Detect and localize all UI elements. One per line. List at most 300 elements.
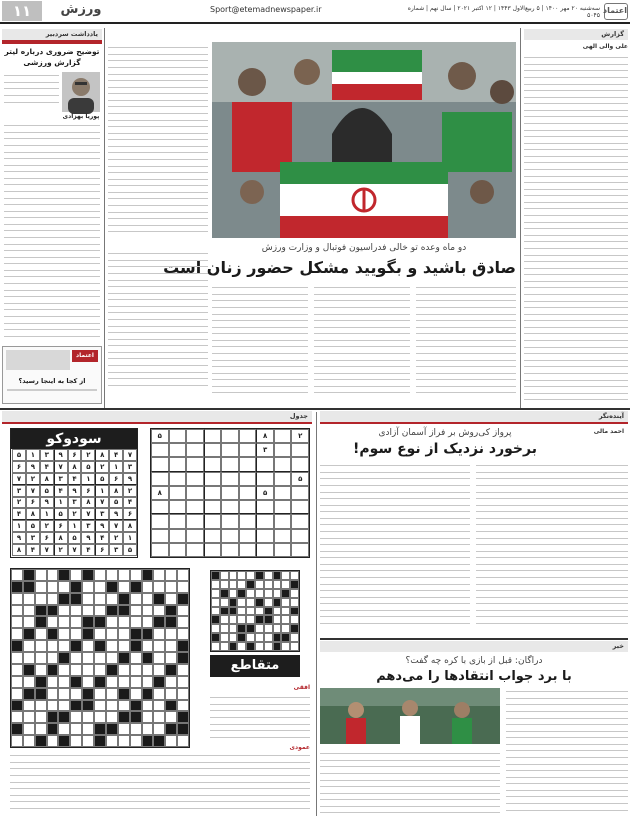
crossword-cell[interactable] [290, 615, 299, 624]
crossword-cell[interactable] [165, 652, 177, 664]
crossword-cell[interactable] [58, 628, 70, 640]
crossword-cell[interactable] [47, 593, 59, 605]
crossword-cell[interactable] [35, 581, 47, 593]
crossword-cell[interactable] [94, 700, 106, 712]
crossword-cell[interactable] [177, 676, 189, 688]
sudoku-cell[interactable] [221, 500, 239, 514]
sudoku-cell[interactable] [291, 500, 309, 514]
sudoku-cell[interactable]: ۱ [40, 508, 54, 520]
sudoku-cell[interactable]: ۲ [12, 497, 26, 509]
sudoku-cell[interactable] [186, 486, 204, 500]
sudoku-cell[interactable] [239, 529, 257, 543]
crossword-cell[interactable] [246, 589, 255, 598]
sudoku-cell[interactable]: ۵ [40, 485, 54, 497]
crossword-cell[interactable] [153, 581, 165, 593]
crossword-cell[interactable] [70, 723, 82, 735]
crossword-cell[interactable] [153, 605, 165, 617]
sudoku-cell[interactable]: ۲ [26, 473, 40, 485]
crossword-cell[interactable] [23, 711, 35, 723]
crossword-cell[interactable] [211, 642, 220, 651]
crossword-cell[interactable] [58, 640, 70, 652]
sudoku-cell[interactable] [169, 429, 187, 443]
crossword-cell[interactable] [11, 569, 23, 581]
crossword-cell[interactable] [142, 711, 154, 723]
sudoku-cell[interactable] [274, 543, 292, 557]
crossword-cell[interactable] [237, 571, 246, 580]
crossword-cell[interactable] [255, 580, 264, 589]
sudoku-cell[interactable] [204, 472, 222, 486]
sudoku-cell[interactable]: ۸ [109, 485, 123, 497]
crossword-cell[interactable] [237, 580, 246, 589]
crossword-cell[interactable] [177, 700, 189, 712]
crossword-cell[interactable] [47, 735, 59, 747]
sudoku-cell[interactable] [291, 514, 309, 528]
crossword-cell[interactable] [264, 589, 273, 598]
sudoku-cell[interactable]: ۹ [123, 473, 137, 485]
crossword-cell[interactable] [47, 569, 59, 581]
crossword-cell[interactable] [229, 615, 238, 624]
crossword-cell[interactable] [94, 628, 106, 640]
crossword-cell[interactable] [11, 605, 23, 617]
sudoku-cell[interactable]: ۷ [123, 449, 137, 461]
crossword-cell[interactable] [142, 616, 154, 628]
sudoku-cell[interactable]: ۱ [26, 449, 40, 461]
crossword-cell[interactable] [58, 581, 70, 593]
crossword-cell[interactable] [11, 664, 23, 676]
crossword-cell[interactable] [142, 581, 154, 593]
crossword-cell[interactable] [255, 642, 264, 651]
crossword-cell[interactable] [58, 688, 70, 700]
crossword-cell[interactable] [58, 700, 70, 712]
crossword-cell[interactable] [281, 624, 290, 633]
sudoku-cell[interactable]: ۸ [123, 520, 137, 532]
sudoku-cell[interactable]: ۹ [26, 461, 40, 473]
sudoku-cell[interactable] [186, 472, 204, 486]
sudoku-cell[interactable]: ۸ [256, 429, 274, 443]
sudoku-cell[interactable] [221, 429, 239, 443]
crossword-cell[interactable] [177, 616, 189, 628]
crossword-cell[interactable] [47, 616, 59, 628]
crossword-cell[interactable] [165, 628, 177, 640]
crossword-cell[interactable] [106, 569, 118, 581]
sudoku-cell[interactable] [274, 429, 292, 443]
sudoku-cell[interactable]: ۷ [68, 544, 82, 556]
sudoku-cell[interactable] [221, 486, 239, 500]
crossword-cell[interactable] [290, 589, 299, 598]
crossword-cell[interactable] [106, 700, 118, 712]
crossword-cell[interactable] [94, 581, 106, 593]
sudoku-cell[interactable]: ۲ [54, 544, 68, 556]
sudoku-cell[interactable]: ۶ [95, 544, 109, 556]
crossword-cell[interactable] [58, 616, 70, 628]
crossword-cell[interactable] [35, 569, 47, 581]
crossword-cell[interactable] [35, 593, 47, 605]
crossword-cell[interactable] [23, 735, 35, 747]
sudoku-cell[interactable] [204, 429, 222, 443]
crossword-cell[interactable] [255, 607, 264, 616]
crossword-cell[interactable] [82, 581, 94, 593]
sudoku-cell[interactable]: ۵ [81, 461, 95, 473]
sudoku-cell[interactable] [186, 443, 204, 457]
crossword-cell[interactable] [246, 633, 255, 642]
crossword-cell[interactable] [118, 581, 130, 593]
crossword-cell[interactable] [82, 723, 94, 735]
crossword-cell[interactable] [220, 571, 229, 580]
sudoku-cell[interactable]: ۳ [95, 508, 109, 520]
crossword-cell[interactable] [237, 615, 246, 624]
sudoku-cell[interactable] [186, 500, 204, 514]
crossword-cell[interactable] [290, 642, 299, 651]
crossword-cell[interactable] [237, 607, 246, 616]
crossword-cell[interactable] [82, 664, 94, 676]
crossword-cell[interactable] [165, 640, 177, 652]
crossword-cell[interactable] [94, 593, 106, 605]
crossword-cell[interactable] [177, 688, 189, 700]
crossword-cell[interactable] [118, 676, 130, 688]
sudoku-cell[interactable]: ۶ [81, 485, 95, 497]
sudoku-cell[interactable] [186, 514, 204, 528]
sudoku-cell[interactable] [256, 529, 274, 543]
sudoku-cell[interactable] [204, 500, 222, 514]
crossword-cell[interactable] [106, 652, 118, 664]
sudoku-cell[interactable] [169, 514, 187, 528]
sudoku-cell[interactable] [151, 514, 169, 528]
sudoku-cell[interactable]: ۲ [291, 429, 309, 443]
sudoku-cell[interactable]: ۴ [95, 532, 109, 544]
crossword-cell[interactable] [47, 688, 59, 700]
crossword-cell[interactable] [35, 711, 47, 723]
crossword-grid[interactable] [10, 568, 190, 748]
crossword-cell[interactable] [118, 700, 130, 712]
sudoku-cell[interactable]: ۸ [40, 473, 54, 485]
sudoku-cell[interactable]: ۲ [123, 485, 137, 497]
crossword-cell[interactable] [237, 598, 246, 607]
crossword-cell[interactable] [23, 616, 35, 628]
sudoku-cell[interactable]: ۳ [109, 544, 123, 556]
crossword-cell[interactable] [47, 700, 59, 712]
crossword-cell[interactable] [82, 711, 94, 723]
crossword-cell[interactable] [35, 723, 47, 735]
crossword-cell[interactable] [290, 571, 299, 580]
sudoku-cell[interactable]: ۲ [95, 461, 109, 473]
crossword-cell[interactable] [177, 569, 189, 581]
sudoku-cell[interactable]: ۷ [54, 461, 68, 473]
crossword-cell[interactable] [94, 664, 106, 676]
crossword-cell[interactable] [273, 580, 282, 589]
crossword-cell[interactable] [70, 628, 82, 640]
sudoku-cell[interactable]: ۳ [54, 473, 68, 485]
sudoku-cell[interactable] [274, 514, 292, 528]
crossword-cell[interactable] [58, 664, 70, 676]
sudoku-cell[interactable] [221, 472, 239, 486]
sudoku-cell[interactable]: ۶ [12, 461, 26, 473]
sudoku-cell[interactable]: ۸ [81, 497, 95, 509]
crossword-cell[interactable] [229, 624, 238, 633]
sudoku-cell[interactable] [239, 514, 257, 528]
sudoku-cell[interactable]: ۵ [256, 486, 274, 500]
crossword-cell[interactable] [130, 723, 142, 735]
crossword-cell[interactable] [255, 624, 264, 633]
sudoku-cell[interactable]: ۵ [26, 520, 40, 532]
crossword-cell[interactable] [220, 615, 229, 624]
sudoku-cell[interactable]: ۶ [109, 473, 123, 485]
crossword-cell[interactable] [281, 580, 290, 589]
sudoku-cell[interactable]: ۳ [12, 485, 26, 497]
crossword-cell[interactable] [58, 605, 70, 617]
crossword-cell[interactable] [237, 642, 246, 651]
crossword-cell[interactable] [35, 664, 47, 676]
sudoku-cell[interactable]: ۳ [81, 520, 95, 532]
crossword-cell[interactable] [11, 676, 23, 688]
crossword-cell[interactable] [255, 589, 264, 598]
sudoku-cell[interactable] [291, 457, 309, 471]
sudoku-grid[interactable] [150, 428, 310, 558]
sudoku-cell[interactable]: ۲ [40, 520, 54, 532]
crossword-cell[interactable] [70, 664, 82, 676]
sudoku-cell[interactable]: ۴ [12, 508, 26, 520]
crossword-cell[interactable] [106, 640, 118, 652]
sudoku-cell[interactable] [169, 500, 187, 514]
crossword-cell[interactable] [211, 598, 220, 607]
sudoku-cell[interactable] [204, 443, 222, 457]
sudoku-cell[interactable]: ۸ [12, 544, 26, 556]
sudoku-cell[interactable]: ۵ [12, 449, 26, 461]
sudoku-cell[interactable]: ۹ [109, 508, 123, 520]
sudoku-cell[interactable]: ۷ [109, 520, 123, 532]
sudoku-cell[interactable]: ۳ [68, 497, 82, 509]
sudoku-cell[interactable]: ۶ [26, 497, 40, 509]
crossword-cell[interactable] [246, 598, 255, 607]
sudoku-cell[interactable] [204, 543, 222, 557]
crossword-cell[interactable] [246, 571, 255, 580]
crossword-cell[interactable] [153, 688, 165, 700]
sudoku-cell[interactable] [151, 457, 169, 471]
crossword-cell[interactable] [106, 628, 118, 640]
sudoku-cell[interactable] [256, 472, 274, 486]
section-email[interactable]: Sport@etemadnewspaper.ir [210, 5, 322, 14]
sudoku-cell[interactable]: ۵ [68, 532, 82, 544]
crossword-cell[interactable] [82, 640, 94, 652]
crossword-cell[interactable] [229, 633, 238, 642]
crossword-cell[interactable] [255, 633, 264, 642]
crossword-cell[interactable] [281, 615, 290, 624]
crossword-cell[interactable] [220, 580, 229, 589]
sudoku-cell[interactable]: ۹ [54, 449, 68, 461]
crossword-cell[interactable] [106, 676, 118, 688]
sudoku-cell[interactable] [274, 443, 292, 457]
sudoku-cell[interactable]: ۵ [123, 544, 137, 556]
sudoku-cell[interactable]: ۵ [109, 497, 123, 509]
crossword-cell[interactable] [130, 616, 142, 628]
sudoku-cell[interactable]: ۹ [12, 532, 26, 544]
crossword-cell[interactable] [94, 605, 106, 617]
crossword-cell[interactable] [23, 676, 35, 688]
crossword-cell[interactable] [23, 652, 35, 664]
crossword-cell[interactable] [264, 642, 273, 651]
sudoku-cell[interactable]: ۷ [40, 544, 54, 556]
crossword-cell[interactable] [281, 642, 290, 651]
crossword-cell[interactable] [94, 688, 106, 700]
crossword-cell[interactable] [130, 676, 142, 688]
crossword-cell[interactable] [264, 598, 273, 607]
crossword-cell[interactable] [211, 580, 220, 589]
crossword-cell[interactable] [94, 652, 106, 664]
crossword-cell[interactable] [220, 633, 229, 642]
crossword-cell[interactable] [47, 581, 59, 593]
crossword-cell[interactable] [106, 711, 118, 723]
crossword-cell[interactable] [23, 723, 35, 735]
sudoku-cell[interactable] [204, 529, 222, 543]
crossword-cell[interactable] [177, 664, 189, 676]
crossword-cell[interactable] [246, 607, 255, 616]
sudoku-cell[interactable] [186, 457, 204, 471]
crossword-cell[interactable] [118, 723, 130, 735]
sudoku-cell[interactable]: ۱ [95, 485, 109, 497]
crossword-cell[interactable] [281, 571, 290, 580]
crossword-cell[interactable] [273, 589, 282, 598]
sudoku-cell[interactable]: ۷ [12, 473, 26, 485]
sudoku-cell[interactable] [221, 443, 239, 457]
sudoku-cell[interactable]: ۶ [123, 508, 137, 520]
crossword-cell[interactable] [118, 616, 130, 628]
sudoku-cell[interactable] [256, 500, 274, 514]
crossword-cell[interactable] [130, 652, 142, 664]
crossword-cell[interactable] [70, 652, 82, 664]
crossword-cell[interactable] [177, 605, 189, 617]
crossword-cell[interactable] [23, 593, 35, 605]
sudoku-cell[interactable]: ۱ [12, 520, 26, 532]
sudoku-cell[interactable] [221, 457, 239, 471]
crossword-cell[interactable] [11, 735, 23, 747]
sudoku-cell[interactable] [291, 443, 309, 457]
crossword-cell[interactable] [70, 605, 82, 617]
sudoku-cell[interactable] [151, 472, 169, 486]
crossword-cell[interactable] [153, 569, 165, 581]
crossword-cell[interactable] [70, 688, 82, 700]
sudoku-cell[interactable]: ۴ [123, 497, 137, 509]
sudoku-cell[interactable]: ۸ [95, 449, 109, 461]
sudoku-cell[interactable]: ۸ [68, 461, 82, 473]
crossword-cell[interactable] [118, 640, 130, 652]
sudoku-cell[interactable]: ۶ [40, 532, 54, 544]
crossword-cell[interactable] [220, 624, 229, 633]
crossword-cell[interactable] [142, 593, 154, 605]
crossword-cell[interactable] [165, 593, 177, 605]
crossword-cell[interactable] [281, 607, 290, 616]
crossword-cell[interactable] [130, 569, 142, 581]
crossword-cell[interactable] [177, 628, 189, 640]
crossword-cell[interactable] [229, 580, 238, 589]
sudoku-cell[interactable]: ۳ [26, 532, 40, 544]
sudoku-cell[interactable] [169, 486, 187, 500]
crossword-cell[interactable] [153, 640, 165, 652]
crossword-cell[interactable] [281, 598, 290, 607]
sudoku-cell[interactable]: ۳ [40, 449, 54, 461]
sudoku-cell[interactable] [169, 472, 187, 486]
crossword-cell[interactable] [153, 711, 165, 723]
sudoku-cell[interactable]: ۲ [81, 449, 95, 461]
crossword-cell[interactable] [165, 569, 177, 581]
crossword-cell[interactable] [106, 593, 118, 605]
sudoku-cell[interactable]: ۸ [151, 486, 169, 500]
crossword-cell[interactable] [211, 589, 220, 598]
sudoku-cell[interactable] [186, 543, 204, 557]
sudoku-cell[interactable]: ۷ [95, 497, 109, 509]
crossword-cell[interactable] [142, 676, 154, 688]
crossword-cell[interactable] [11, 628, 23, 640]
sudoku-cell[interactable]: ۹ [68, 485, 82, 497]
crossword-cell[interactable] [70, 569, 82, 581]
crossword-cell[interactable] [153, 652, 165, 664]
sudoku-cell[interactable]: ۵ [54, 508, 68, 520]
crossword-cell[interactable] [264, 633, 273, 642]
sudoku-cell[interactable] [239, 429, 257, 443]
sudoku-cell[interactable]: ۱ [54, 497, 68, 509]
sudoku-cell[interactable] [239, 500, 257, 514]
sudoku-cell[interactable]: ۴ [81, 544, 95, 556]
crossword-cell[interactable] [35, 640, 47, 652]
sudoku-cell[interactable] [274, 500, 292, 514]
sudoku-cell[interactable] [239, 443, 257, 457]
crossword-cell[interactable] [165, 676, 177, 688]
crossword-cell[interactable] [211, 607, 220, 616]
crossword-cell[interactable] [82, 735, 94, 747]
sudoku-cell[interactable]: ۹ [95, 520, 109, 532]
sudoku-cell[interactable] [274, 486, 292, 500]
crossword-cell[interactable] [118, 664, 130, 676]
crossword-cell[interactable] [153, 664, 165, 676]
crossword-cell[interactable] [142, 723, 154, 735]
crossword-cell[interactable] [82, 676, 94, 688]
crossword-cell[interactable] [165, 581, 177, 593]
sudoku-cell[interactable] [274, 457, 292, 471]
crossword-cell[interactable] [94, 569, 106, 581]
crossword-cell[interactable] [165, 711, 177, 723]
crossword-cell[interactable] [264, 571, 273, 580]
crossword-cell[interactable] [211, 624, 220, 633]
sudoku-cell[interactable] [221, 514, 239, 528]
sudoku-cell[interactable] [204, 486, 222, 500]
sudoku-cell[interactable] [186, 429, 204, 443]
sudoku-cell[interactable]: ۳ [123, 461, 137, 473]
crossword-cell[interactable] [11, 616, 23, 628]
sudoku-cell[interactable]: ۴ [40, 461, 54, 473]
crossword-cell[interactable] [246, 615, 255, 624]
sudoku-cell[interactable] [274, 529, 292, 543]
sudoku-cell[interactable] [151, 543, 169, 557]
sudoku-cell[interactable]: ۷ [26, 485, 40, 497]
sudoku-cell[interactable]: ۸ [54, 532, 68, 544]
sudoku-cell[interactable] [274, 472, 292, 486]
sudoku-cell[interactable] [169, 529, 187, 543]
sudoku-cell[interactable] [204, 514, 222, 528]
crossword-cell[interactable] [290, 633, 299, 642]
sudoku-cell[interactable] [204, 457, 222, 471]
crossword-cell[interactable] [142, 605, 154, 617]
crossword-cell[interactable] [58, 723, 70, 735]
crossword-cell[interactable] [264, 624, 273, 633]
sudoku-cell[interactable]: ۷ [81, 508, 95, 520]
sudoku-cell[interactable]: ۶ [54, 520, 68, 532]
sudoku-cell[interactable]: ۹ [81, 532, 95, 544]
crossword-cell[interactable] [47, 652, 59, 664]
sudoku-cell[interactable] [239, 486, 257, 500]
crossword-cell[interactable] [11, 711, 23, 723]
crossword-cell[interactable] [273, 624, 282, 633]
crossword-cell[interactable] [220, 598, 229, 607]
crossword-cell[interactable] [11, 688, 23, 700]
crossword-cell[interactable] [106, 735, 118, 747]
